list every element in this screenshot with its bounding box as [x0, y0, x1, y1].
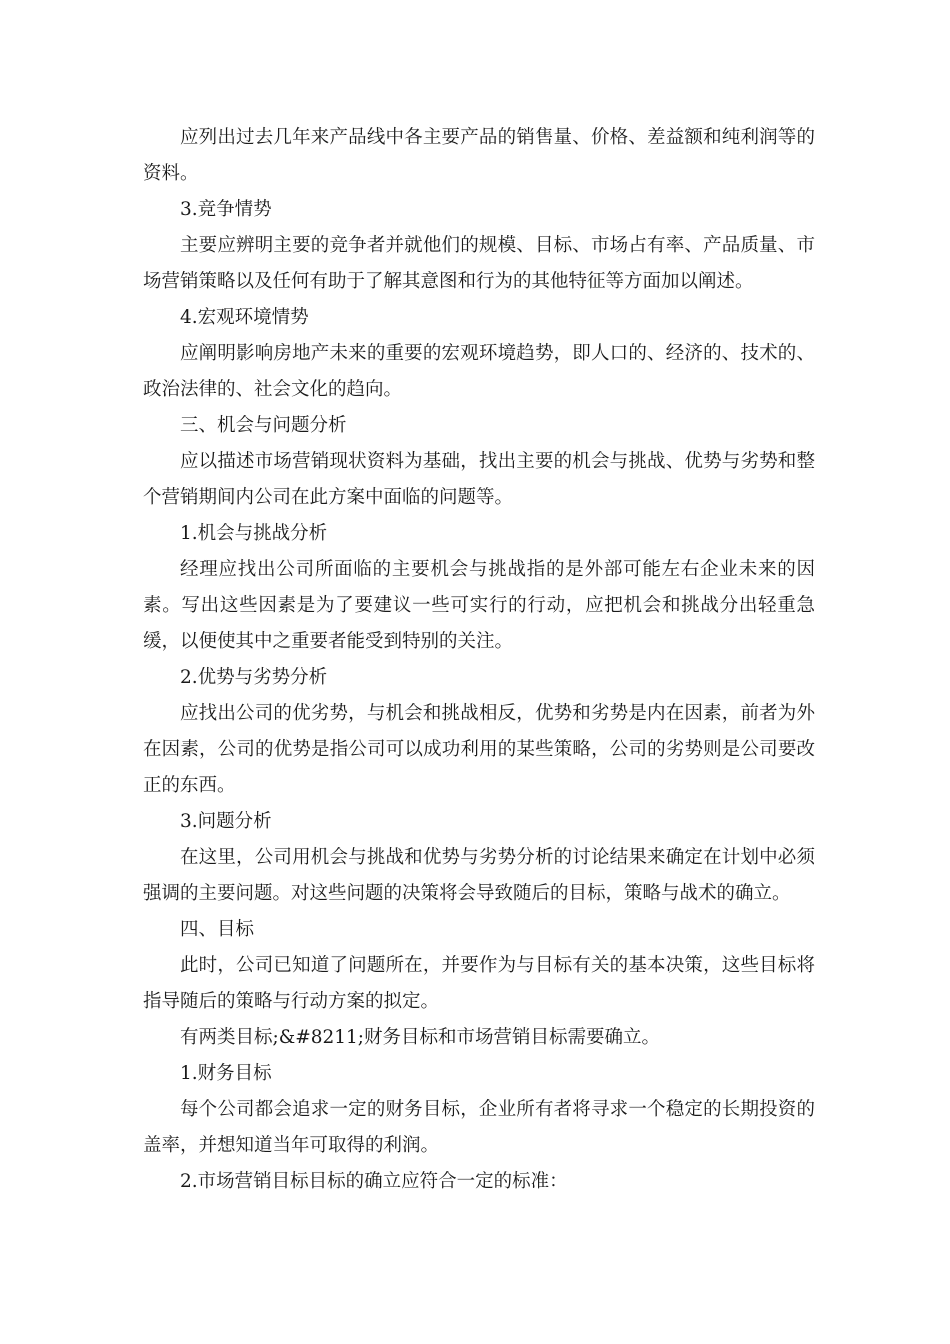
paragraph: 应以描述市场营销现状资料为基础，找出主要的机会与挑战、优势与劣势和整个营销期间内公司在此方案中面临的问题等。: [143, 451, 815, 508]
section-heading: 3.竞争情势: [180, 199, 272, 220]
section-heading: 4.宏观环境情势: [180, 307, 309, 328]
section-heading: 2.市场营销目标目标的确立应符合一定的标准：: [180, 1171, 568, 1192]
paragraph: 应找出公司的优劣势，与机会和挑战相反，优势和劣势是内在因素，前者为外在因素，公司的优势是指公司可以成功利用的某些策略，公司的劣势则是公司要改正的东西。: [143, 703, 815, 796]
paragraph: 主要应辨明主要的竞争者并就他们的规模、目标、市场占有率、产品质量、市场营销策略以及任何有助于了解其意图和行为的其他特征等方面加以阐述。: [143, 235, 815, 292]
paragraph: 有两类目标;&#8211;财务目标和市场营销目标需要确立。: [180, 1027, 661, 1048]
section-heading: 1.财务目标: [180, 1063, 272, 1084]
section-heading: 3.问题分析: [180, 811, 272, 832]
section-heading: 2.优势与劣势分析: [180, 667, 328, 688]
chapter-heading: 四、目标: [180, 919, 255, 940]
document-body: [143, 120, 815, 1200]
section-heading: 1.机会与挑战分析: [180, 523, 328, 544]
paragraph: 在这里，公司用机会与挑战和优势与劣势分析的讨论结果来确定在计划中必须强调的主要问题。对这些问题的决策将会导致随后的目标，策略与战术的确立。: [143, 847, 815, 904]
paragraph: 每个公司都会追求一定的财务目标，企业所有者将寻求一个稳定的长期投资的盖率，并想知道当年可取得的利润。: [143, 1099, 815, 1156]
paragraph: 此时，公司已知道了问题所在，并要作为与目标有关的基本决策，这些目标将指导随后的策略与行动方案的拟定。: [143, 955, 815, 1012]
paragraph: 应阐明影响房地产未来的重要的宏观环境趋势，即人口的、经济的、技术的、政治法律的、社会文化的趋向。: [143, 343, 815, 400]
chapter-heading: 三、机会与问题分析: [180, 415, 347, 436]
paragraph: 经理应找出公司所面临的主要机会与挑战指的是外部可能左右企业未来的因素。写出这些因素是为了要建议一些可实行的行动，应把机会和挑战分出轻重急缓，以便使其中之重要者能受到特别的关注。: [143, 559, 815, 652]
paragraph: 应列出过去几年来产品线中各主要产品的销售量、价格、差益额和纯利润等的资料。: [143, 127, 815, 184]
